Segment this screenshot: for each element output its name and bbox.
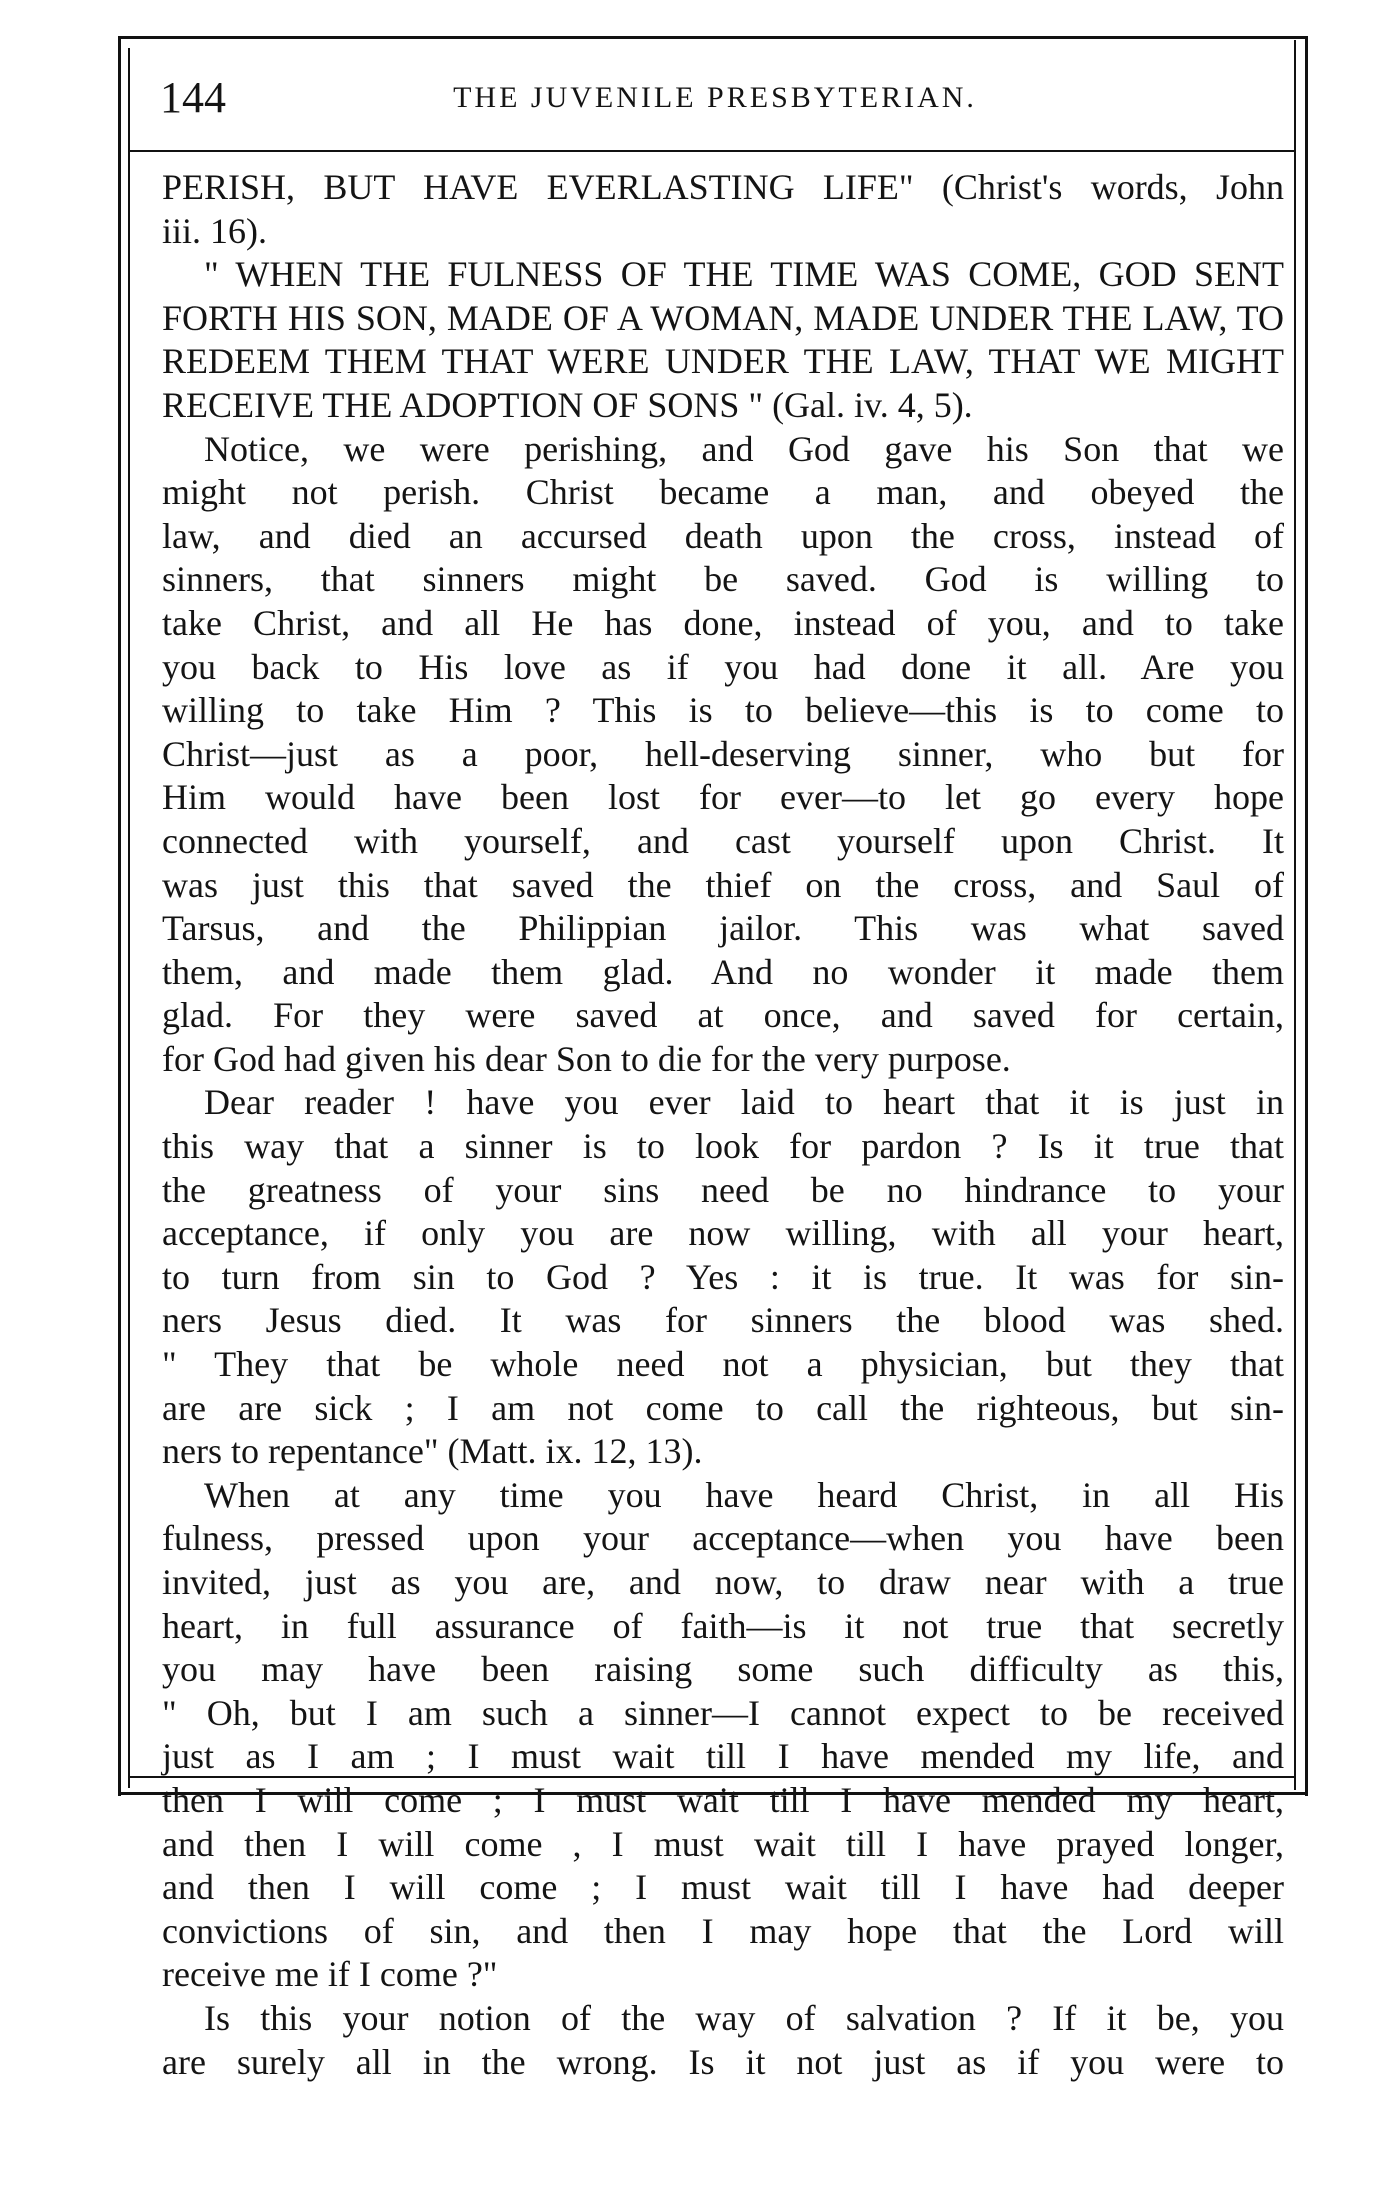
text-line: iii. 16).: [162, 210, 267, 251]
text-line: willing to take Him ? This is to believe—this is to come to: [162, 690, 1284, 731]
text-line: FORTH HIS SON, MADE OF A WOMAN, MADE UNDER THE LAW, TO: [162, 297, 1284, 338]
text-line: this way that a sinner is to look for pardon ? Is it true that: [162, 1126, 1284, 1167]
text-line: acceptance, if only you are now willing, with all your heart,: [162, 1213, 1284, 1254]
text-line: law, and died an accursed death upon the cross, instead of: [162, 515, 1284, 556]
text-line: them, and made them glad. And no wonder it made them: [162, 951, 1284, 992]
border-rule-left-outer: [118, 36, 121, 1796]
header-rule: [130, 150, 1296, 152]
text-line: to turn from sin to God ? Yes : it is true. It was for sin-: [162, 1256, 1284, 1297]
text-line: and then I will come ; I must wait till I have had deeper: [162, 1867, 1284, 1908]
text-line: glad. For they were saved at once, and saved for certain,: [162, 995, 1284, 1036]
text-line: " WHEN THE FULNESS OF THE TIME WAS COME, GOD SENT: [204, 254, 1284, 295]
page-header: [160, 58, 1270, 138]
text-line: are are sick ; I am not come to call the righteous, but sin-: [162, 1387, 1284, 1428]
body-text: [162, 166, 1284, 2084]
text-line: and then I will come , I must wait till I have prayed longer,: [162, 1823, 1284, 1864]
text-line: Him would have been lost for ever—to let go every hope: [162, 777, 1284, 818]
text-line: When at any time you have heard Christ, in all His: [204, 1474, 1284, 1515]
text-line: fulness, pressed upon your acceptance—when you have been: [162, 1518, 1284, 1559]
text-line: Christ—just as a poor, hell-deserving sinner, who but for: [162, 733, 1284, 774]
text-line: " They that be whole need not a physician, but they that: [162, 1344, 1284, 1385]
text-line: was just this that saved the thief on the cross, and Saul of: [162, 864, 1284, 905]
text-line: the greatness of your sins need be no hindrance to your: [162, 1169, 1284, 1210]
text-line: you back to His love as if you had done it all. Are you: [162, 646, 1284, 687]
border-rule-right-inner: [1294, 40, 1296, 1790]
text-line: you may have been raising some such difficulty as this,: [162, 1649, 1284, 1690]
text-line: Is this your notion of the way of salvation ? If it be, you: [204, 1997, 1284, 2038]
text-line: PERISH, BUT HAVE EVERLASTING LIFE" (Christ's words, John: [162, 167, 1284, 207]
text-line: connected with yourself, and cast yourself upon Christ. It: [162, 820, 1284, 861]
text-line: RECEIVE THE ADOPTION OF SONS " (Gal. iv. 4, 5).: [162, 384, 973, 425]
text-line: might not perish. Christ became a man, and obeyed the: [162, 472, 1284, 513]
running-title: THE JUVENILE PRESBYTERIAN.: [453, 81, 977, 114]
border-rule-right-outer: [1305, 36, 1308, 1796]
text-line: Tarsus, and the Philippian jailor. This was what saved: [162, 908, 1284, 949]
text-line: Dear reader ! have you ever laid to heart that it is just in: [204, 1082, 1284, 1123]
text-line: for God had given his dear Son to die for the very purpose.: [162, 1038, 1011, 1079]
text-line: take Christ, and all He has done, instead of you, and to take: [162, 602, 1284, 643]
page-number: 144: [160, 73, 226, 122]
border-rule-left-inner: [128, 48, 130, 1788]
text-line: Notice, we were perishing, and God gave his Son that we: [204, 428, 1284, 469]
text-line: convictions of sin, and then I may hope that the Lord will: [162, 1910, 1284, 1951]
text-line: " Oh, but I am such a sinner—I cannot expect to be received: [162, 1692, 1284, 1733]
text-line: invited, just as you are, and now, to draw near with a true: [162, 1562, 1284, 1602]
text-line: are surely all in the wrong. Is it not just as if you were to: [162, 2041, 1284, 2082]
text-line: ners to repentance" (Matt. ix. 12, 13).: [162, 1431, 703, 1472]
text-line: REDEEM THEM THAT WERE UNDER THE LAW, THAT WE MIGHT: [162, 341, 1284, 382]
text-line: sinners, that sinners might be saved. God is willing to: [162, 559, 1284, 600]
border-rule-top: [118, 36, 1308, 39]
text-line: then I will come ; I must wait till I have mended my heart,: [162, 1779, 1284, 1820]
text-line: ners Jesus died. It was for sinners the blood was shed.: [162, 1300, 1284, 1341]
text-line: heart, in full assurance of faith—is it not true that secretly: [162, 1605, 1284, 1646]
text-line: receive me if I come ?": [162, 1954, 498, 1995]
text-line: just as I am ; I must wait till I have mended my life, and: [162, 1736, 1284, 1777]
